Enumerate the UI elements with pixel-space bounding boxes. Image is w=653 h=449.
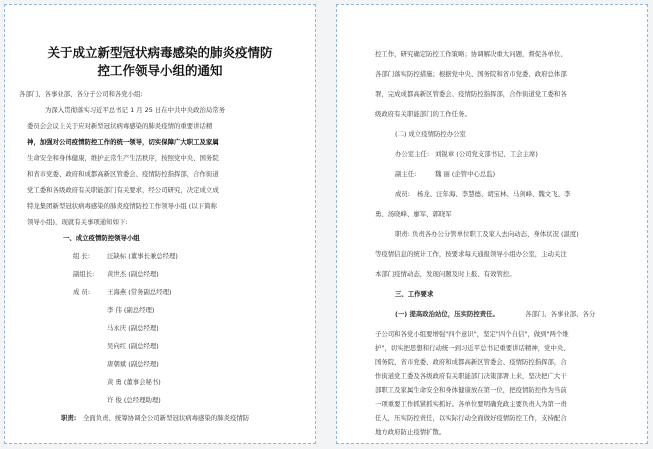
title-line-1: 关于成立新型冠状病毒感染的肺炎疫情防 bbox=[47, 45, 273, 60]
member-entry: 王海燕 (常务副总经理) bbox=[107, 288, 172, 296]
requirement-line: 任人，压实防控责任，以实际行动全面做好疫情防控工作，支持配合 bbox=[375, 414, 567, 422]
member-entry: 许 俊 (总经理助理) bbox=[107, 396, 161, 404]
vice-leader-value: 黄世杰 (副总经理) bbox=[107, 270, 159, 278]
office-members-label: 成员: bbox=[395, 190, 410, 198]
salutation: 各部门、各事业部、各分子公司和各党小组: bbox=[19, 90, 143, 98]
intro-line: 党工委和各级政府有关职能部门有关要求，经公司研究，决定成立成 bbox=[27, 186, 219, 194]
requirement-line: 国务院，省市党委、政府和成都高新区管委会、疫情防控指挥部，合 bbox=[375, 358, 567, 366]
members-label: 成 员: bbox=[73, 288, 90, 296]
requirement-1-title: (一) 提高政治站位，压实防控责任。 bbox=[395, 310, 499, 318]
requirement-line: 子公司和各党小组要增强"四个意识"，坚定"四个自信"，做到"两个维 bbox=[375, 330, 569, 338]
paragraph-line: 级政府有关职能部门的工作任务。 bbox=[375, 110, 471, 118]
requirement-line: 地方政府防止疫情扩散。 bbox=[375, 428, 446, 436]
paragraph-line: 控工作，研究确定防控工作策略；协调解决重大问题，督促各单位、 bbox=[375, 50, 567, 58]
member-entry: 黄 勇 (董事会秘书) bbox=[107, 378, 161, 386]
member-entry: 唐朝斌 (副总经理) bbox=[107, 360, 159, 368]
office-director-label: 办公室主任: bbox=[395, 150, 430, 158]
document-page-left bbox=[4, 4, 316, 444]
office-duty-line: 等疫情信息的统计工作，按要求每天通报领导小组办公室，主动关注 bbox=[375, 250, 567, 258]
member-entry: 马永庆 (副总经理) bbox=[107, 324, 159, 332]
office-members-line: 杨龙、汪年海、李慧德、胡宝林、马剑峰、魏文飞、李 bbox=[417, 190, 571, 198]
intro-line: 和省市党委、政府和成都高新区管委会、疫情防控指挥部，合作街道 bbox=[27, 170, 219, 178]
office-duty-line: 职责: 负责各办公分管单位职工及家人去向动态、身体状况 (温度) bbox=[395, 230, 579, 238]
duty-label: 职责: bbox=[61, 414, 77, 422]
section-heading-3: 三、工作要求 bbox=[395, 290, 434, 298]
paragraph-line: 各部门落实防控措施；根据党中央、国务院和省市党委、政府总体部 bbox=[375, 70, 567, 78]
requirement-line: 各部门、各事业部、各分 bbox=[525, 310, 596, 318]
requirement-line: 一项重要工作抓紧抓实抓好。各单位要明确党政主要负责人为第一责 bbox=[375, 400, 567, 408]
requirement-line: 护"，切实把思想和行动统一到习近平总书记重要讲话精神，党中央、 bbox=[375, 344, 570, 352]
deputy-director-value: 魏 丽 (企管中心总监) bbox=[435, 170, 496, 178]
subsection-heading-2: (二) 成立疫情防控办公室 bbox=[395, 130, 466, 138]
requirement-line: 作街道党工委及各级政府有关职能部门决策部署上来，坚决把广大干 bbox=[375, 372, 567, 380]
document-page-right bbox=[336, 4, 648, 444]
vice-leader-label: 副组长: bbox=[73, 270, 95, 278]
leader-label: 组 长: bbox=[73, 252, 90, 260]
intro-line: 委员会会议上关于应对新型冠状病毒感染的肺炎疫情的重要讲话精 bbox=[27, 122, 213, 130]
member-entry: 吴向红 (副总经理) bbox=[107, 342, 159, 350]
office-duty-line: 本部门疫情动态，发现问题及时上报、有效管控。 bbox=[375, 270, 516, 278]
intro-line: 神，加强对公司疫情防控工作的统一领导，切实保障广大职工及家属 bbox=[27, 138, 219, 146]
member-entry: 李 伟 (副总经理) bbox=[107, 306, 155, 314]
requirement-line: 部职工及家属生命安全和身体健康放在第一位，把疫情防控作为当前 bbox=[375, 386, 567, 394]
section-heading-1: 一、成立疫情防控领导小组 bbox=[63, 234, 140, 242]
intro-line: 为深入贯彻落实习近平总书记 1 月 25 日在中共中央政治局常务 bbox=[45, 106, 226, 114]
office-members-line: 勇、汤晓峰、廖军、郭晓军 bbox=[375, 210, 452, 218]
intro-line: 领导小组)，现就有关事项通知如下: bbox=[27, 218, 128, 226]
intro-line: 生命安全和身体健康，维护正常生产生活秩序，按照党中央、国务院 bbox=[27, 154, 219, 162]
paragraph-line: 署，完成成都高新区管委会、疫情防控指挥部，合作街道党工委和各 bbox=[375, 90, 567, 98]
intro-line: 特龙集团新型冠状病毒感染的肺炎疫情防控工作领导小组 (以下简称 bbox=[27, 202, 217, 210]
deputy-director-label: 副主任: bbox=[395, 170, 417, 178]
leader-value: 汪缺标 (董事长兼总经理) bbox=[107, 252, 178, 260]
duty-text: 全面负责、统筹协调全公司新型冠状病毒感染的肺炎疫情防 bbox=[83, 414, 250, 422]
office-director-value: 刘锐章 (公司党支部书记、工会主席) bbox=[435, 150, 538, 158]
title-line-2: 控工作领导小组的通知 bbox=[97, 63, 223, 78]
